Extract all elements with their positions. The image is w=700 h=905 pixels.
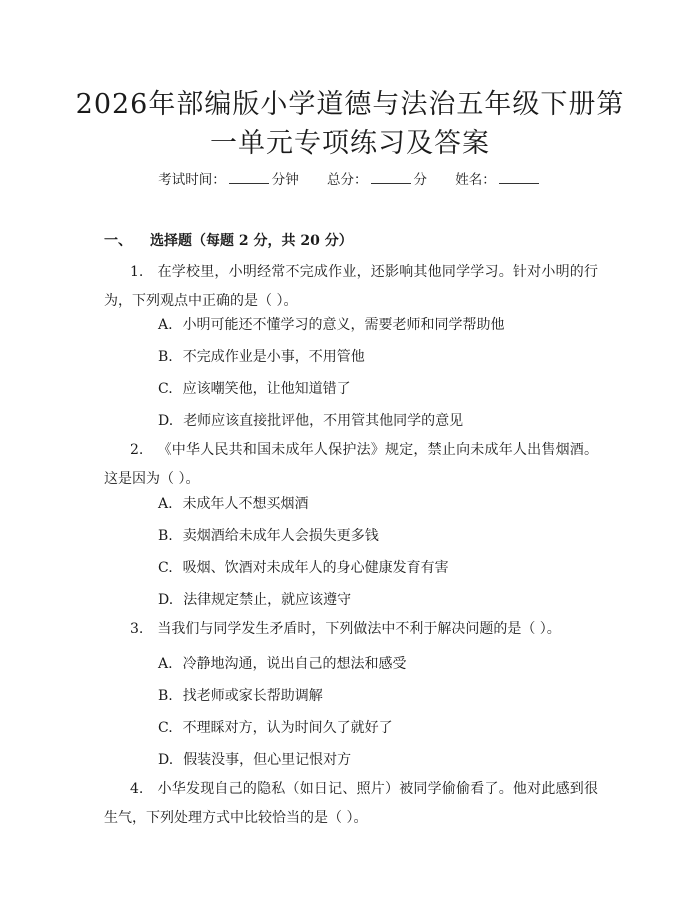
option-text: 未成年人不想买烟酒 [182,496,309,512]
question-2-option-c [158,557,449,577]
option-text: 应该嘲笑他，让他知道错了 [182,381,351,397]
option-text: 吸烟、饮酒对未成年人的身心健康发育有害 [182,560,449,576]
question-1-option-c [158,378,351,398]
question-2-option-a [158,493,309,513]
question-4 [104,775,598,833]
exam-time-label: 考试时间： [158,172,226,188]
exam-score-label: 总分： [327,172,368,188]
option-text: 法律规定禁止，就应该遵守 [183,592,352,608]
document-title-line-1: 2026年部编版小学道德与法治五年级下册第 [75,89,625,120]
option-letter: A. [158,496,173,512]
exam-score-unit: 分 [413,172,427,188]
question-3 [104,615,598,644]
exam-name [455,168,542,188]
question-text: 小华发现自己的隐私（如日记、照片）被同学偷偷看了。他对此感到很生气，下列处理方式中比较恰当的是（ ）。 [104,781,598,826]
exam-time-unit: 分钟 [271,172,299,188]
question-2-option-b [158,525,379,545]
option-text: 老师应该直接批评他，不用管其他同学的意见 [183,413,464,429]
option-text: 小明可能还不懂学习的意义，需要老师和同学帮助他 [182,317,505,333]
question-2-option-d [158,589,351,609]
question-text: 在学校里，小明经常不完成作业，还影响其他同学学习。针对小明的行为，下列观点中正确的是（ ）。 [104,264,598,309]
question-1-option-b [158,346,365,366]
option-letter: D. [158,413,174,429]
exam-time [158,168,299,188]
option-text: 卖烟酒给未成年人会损失更多钱 [182,528,379,544]
option-letter: B. [158,688,173,704]
question-2 [104,436,598,494]
option-letter: C. [158,720,173,736]
question-3-option-b [158,685,323,705]
option-letter: A. [158,656,173,672]
question-number: 1. [130,264,144,280]
option-text: 假装没事，但心里记恨对方 [183,752,352,768]
exam-time-blank [229,171,269,184]
document-title-line-2: 一单元专项练习及答案 [210,128,490,159]
option-letter: C. [158,381,173,397]
exam-score-blank [371,171,411,184]
section-heading [104,230,353,250]
option-text: 不理睬对方，认为时间久了就好了 [182,720,393,736]
question-3-option-d [158,749,351,769]
question-text: 《中华人民共和国未成年人保护法》规定，禁止向未成年人出售烟酒。这是因为（ ）。 [104,442,598,487]
question-1-option-d [158,410,463,430]
question-number: 4. [130,781,144,797]
question-1 [104,258,598,316]
option-text: 冷静地沟通，说出自己的想法和感受 [182,656,407,672]
option-letter: D. [158,752,174,768]
option-text: 不完成作业是小事，不用管他 [182,349,365,365]
option-letter: B. [158,528,173,544]
section-title: 选择题（每题 2 分，共 20 分） [150,233,353,249]
question-3-option-c [158,717,393,737]
question-text: 当我们与同学发生矛盾时，下列做法中不利于解决问题的是（ ）。 [157,621,561,637]
exam-name-blank [499,171,539,184]
section-number: 一、 [104,233,132,249]
option-text: 找老师或家长帮助调解 [182,688,323,704]
exam-name-label: 姓名： [455,172,496,188]
option-letter: B. [158,349,173,365]
question-1-option-a [158,314,505,334]
exam-score [327,168,427,188]
option-letter: C. [158,560,173,576]
question-3-option-a [158,653,407,673]
question-number: 3. [130,621,144,637]
option-letter: D. [158,592,174,608]
option-letter: A. [158,317,173,333]
exam-meta [0,168,700,188]
question-number: 2. [130,442,144,458]
